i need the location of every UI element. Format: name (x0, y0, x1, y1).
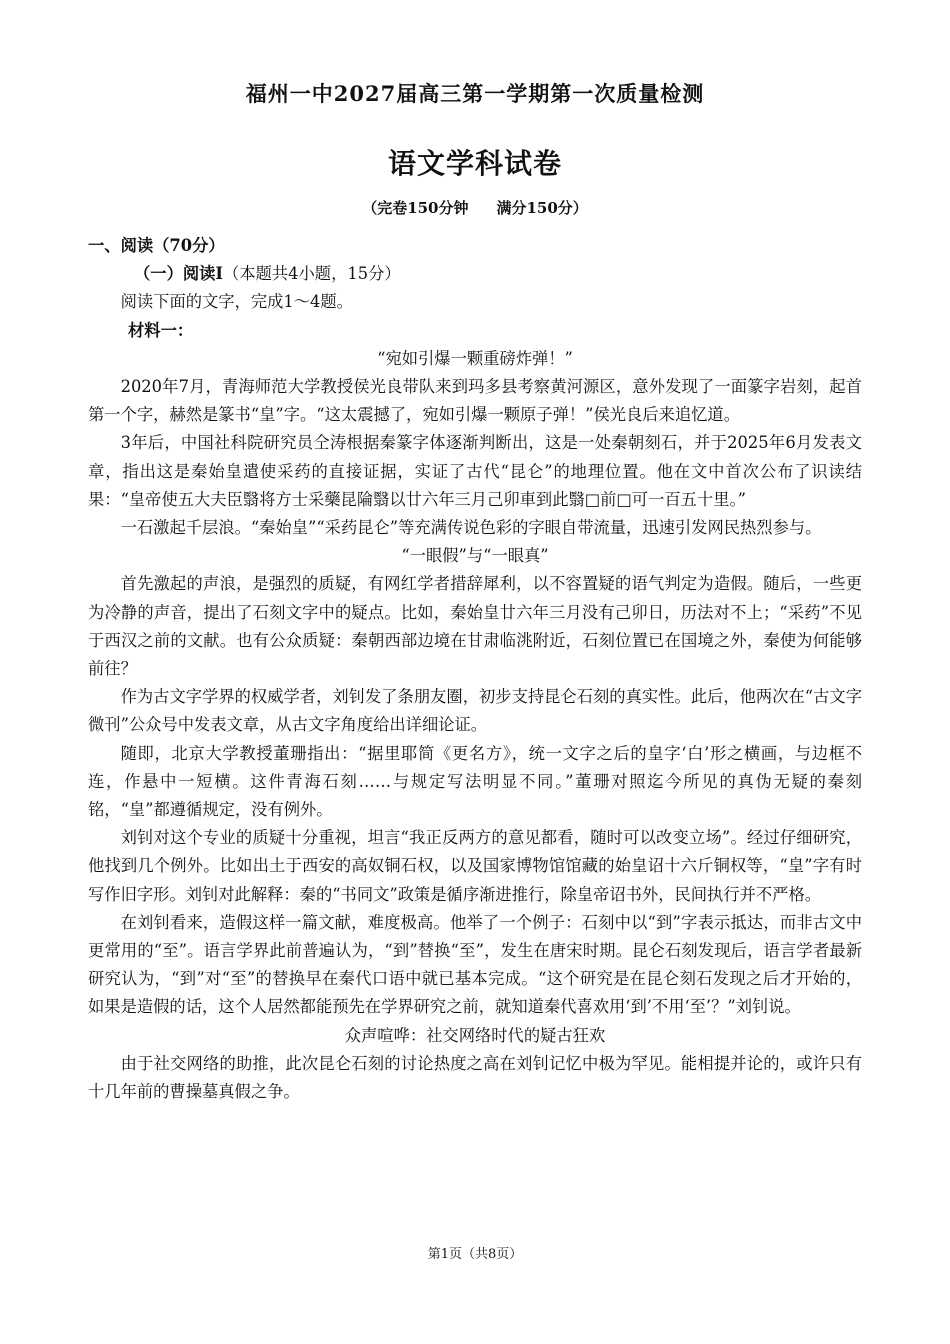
article-paragraph: 首先激起的声浪，是强烈的质疑，有网红学者措辞犀利，以不容置疑的语气判定为造假。随后，一些更为冷静的声音，提出了石刻文字中的疑点。比如，秦始皇廿六年三月没有己卯日，历法对不上；“采药”不见于西汉之前的文献。也有公众质疑：秦朝西部边境在甘肃临洮附近，石刻位置已在国境之外，秦使为何能够前往？ (88, 574, 862, 679)
article-paragraph: 作为古文字学界的权威学者，刘钊发了条朋友圈，初步支持昆仑石刻的真实性。此后，他两次在“古文字微刊”公众号中发表文章，从古文字角度给出详细论证。 (88, 687, 862, 735)
article-paragraph: 2020年7月，青海师范大学教授侯光良带队来到玛多县考察黄河源区，意外发现了一面篆字岩刻，起首第一个字，赫然是篆书“皇”字。“这太震撼了，宛如引爆一颗原子弹！”侯光良后来追忆道。 (88, 377, 862, 425)
article-paragraph: 由于社交网络的助推，此次昆仑石刻的讨论热度之高在刘钊记忆中极为罕见。能相提并论的，或许只有十几年前的曹操墓真假之争。 (88, 1053, 862, 1102)
article-paragraph: 一石激起千层浪。“秦始皇”“采药昆仑”等充满传说色彩的字眼自带流量，迅速引发网民热烈参与。 (120, 518, 822, 538)
article-paragraph: 在刘钊看来，造假这样一篇文献，难度极高。他举了一个例子：石刻中以“到”字表示抵达，而非古文中更常用的“至”。语言学界此前普遍认为，“到”替换“至”，发生在唐宋时期。昆仑石刻发现后，语言学者最新研究认为，“到”对“至”的替换早在秦代口语中就已基本完成。“这个研究是在昆仑刻石发现之后才开始的，如果是造假的话，这个人居然都能预先在学界研究之前，就知道秦代喜欢用‘到’不用‘至’？”刘钊说。 (88, 912, 862, 1017)
sub-section-title: （一）阅读I (134, 264, 224, 284)
material-label: 材料一： (128, 320, 194, 340)
section-heading: 一、阅读（70分） (88, 236, 225, 255)
exam-meta (0, 197, 950, 218)
article-paragraph: 刘钊对这个专业的质疑十分重视，坦言“我正反两方的意见都看，随时可以改变立场”。经过仔细研究，他找到几个例外。比如出土于西安的高奴铜石权，以及国家博物馆馆藏的始皇诏十六斤铜权等，“皇”字有时写作旧字形。刘钊对此解释：秦的“书同文”政策是循序渐进推行，除皇帝诏书外，民间执行并不严格。 (88, 828, 862, 904)
sub-section-heading (88, 260, 862, 288)
article-paragraph: 随即，北京大学教授董珊指出：“据里耶简《更名方》，统一文字之后的皇字‘白’形之横画，与边框不连，作悬中一短横。这件青海石刻……与规定写法明显不同。”董珊对照迄今所见的真伪无疑的秦刻铭，“皇”都遵循规定，没有例外。 (88, 743, 862, 820)
exam-duration: （完卷150分钟 (362, 199, 469, 217)
exam-body (88, 232, 862, 1106)
subject-title: 语文学科试卷 (387, 147, 562, 180)
article-subheading-3: 众声喧哗：社交网络时代的疑古狂欢 (344, 1025, 606, 1045)
exam-full-score: 满分150分） (496, 199, 588, 217)
article-paragraph: 3年后，中国社科院研究员仝涛根据秦篆字体逐渐判断出，这是一处秦朝刻石，并于2025年6月发表文章，指出这是秦始皇遣使采药的直接证据，实证了古代“昆仑”的地理位置。他在文中首次公布了识读结果：“皇帝使五大夫臣翳将方士采藥昆陯翳以廿六年三月己卯車到此翳□前□可一百五十里。” (88, 433, 862, 509)
article-subheading-1: “宛如引爆一颗重磅炸弹！” (377, 348, 573, 368)
instruction-text: 阅读下面的文字，完成1～4题。 (120, 292, 353, 312)
article-subheading-2: “一眼假”与“一眼真” (401, 546, 549, 566)
school-title: 福州一中2027届高三第一学期第一次质量检测 (245, 81, 705, 106)
page-number: 第1页（共8页） (427, 1247, 523, 1262)
sub-section-note: （本题共4小题，15分） (223, 264, 401, 284)
